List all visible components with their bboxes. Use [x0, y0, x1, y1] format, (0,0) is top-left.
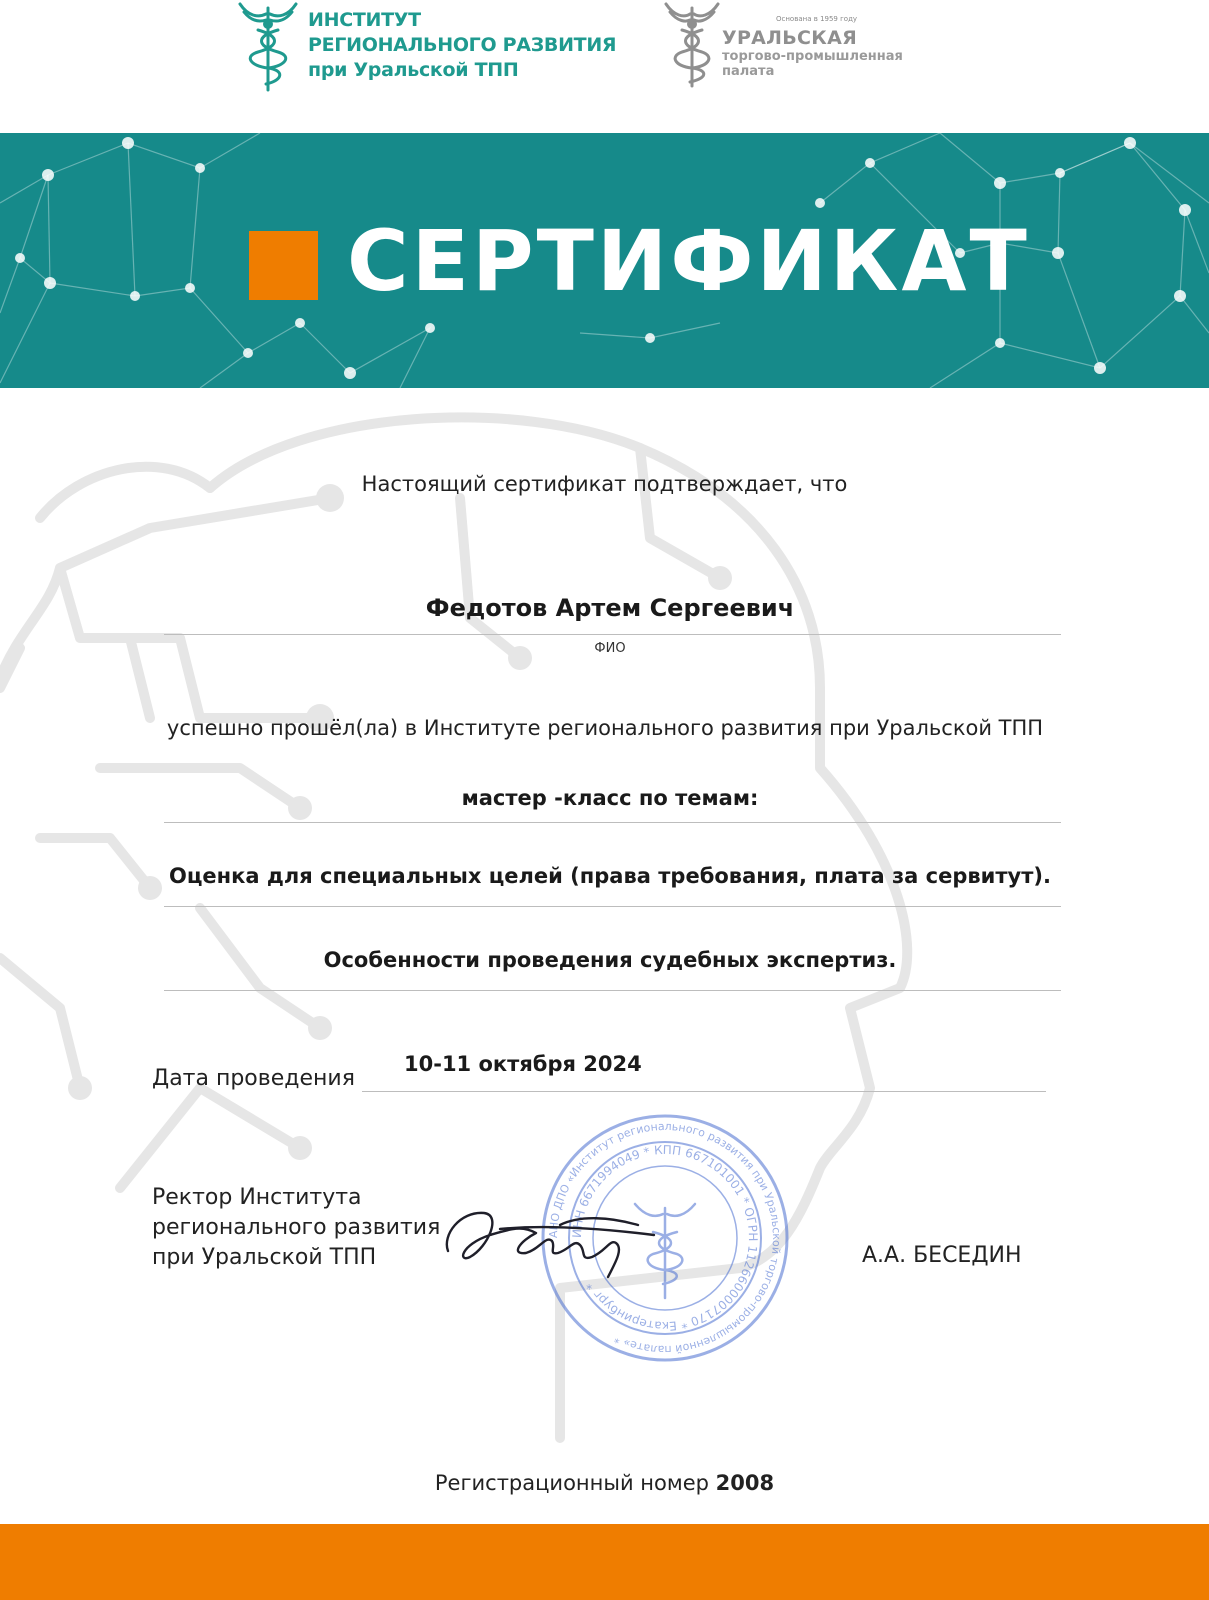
- institute-logo-line1: ИНСТИТУТ: [308, 9, 421, 31]
- course-topic: Оценка для специальных целей (права требования, плата за сервитут).: [169, 864, 1051, 888]
- rector-title-line: регионального развития: [152, 1215, 441, 1240]
- chamber-logo: [664, 0, 924, 96]
- rector-title-line: Ректор Института: [152, 1185, 362, 1210]
- certificate-title: СЕРТИФИКАТ: [347, 212, 1030, 310]
- institute-logo-line2: РЕГИОНАЛЬНОГО РАЗВИТИЯ: [308, 34, 617, 56]
- chamber-sub-line2: палата: [722, 64, 775, 79]
- signer-name: А.А. БЕСЕДИН: [862, 1243, 1022, 1268]
- footer-bar: [0, 1524, 1209, 1600]
- rector-title-line: при Уральской ТПП: [152, 1245, 377, 1270]
- completion-text: успешно прошёл(ла) в Институте регионального развития при Уральской ТПП: [166, 716, 1044, 740]
- topic-underline: [164, 990, 1061, 991]
- title-banner: [0, 133, 1209, 388]
- chamber-founded: Основана в 1959 году: [776, 15, 858, 23]
- institute-logo-line3: при Уральской ТПП: [308, 59, 519, 81]
- svg-text:АНО ДПО «Институт региональног: АНО ДПО «Институт регионального развития при Уральской торгово-промышленной палате» *: [546, 1119, 784, 1357]
- registration-number: 2008: [715, 1471, 775, 1495]
- person-name: Федотов Артем Сергеевич: [425, 594, 795, 622]
- svg-text:ИНН 6671994049 * КПП 667101001: ИНН 6671994049 * КПП 667101001 * ОГРН 1126600007170 * Екатеринбург *: [569, 1142, 761, 1334]
- banner-accent-square: [249, 231, 318, 300]
- caduceus-icon: [236, 0, 300, 96]
- course-type: мастер -класс по темам:: [461, 786, 759, 810]
- institute-logo: [236, 0, 617, 96]
- date-underline: [362, 1091, 1046, 1092]
- certificate-intro: Настоящий сертификат подтверждает, что: [361, 472, 848, 496]
- date-label: Дата проведения: [152, 1066, 355, 1091]
- rector-title: [152, 1183, 440, 1273]
- course-topic: Особенности проведения судебных экспертиз.: [323, 948, 897, 972]
- rector-signature: [440, 1195, 680, 1285]
- name-caption: ФИО: [594, 641, 626, 656]
- name-underline: [164, 634, 1061, 635]
- date-value: 10-11 октября 2024: [404, 1052, 642, 1076]
- chamber-sub-line1: торгово-промышленная: [722, 49, 903, 64]
- course-type-underline: [164, 822, 1061, 823]
- registration-label: Регистрационный номер: [434, 1471, 716, 1495]
- caduceus-icon: [664, 0, 720, 90]
- topic-underline: [164, 906, 1061, 907]
- registration-line: [0, 1471, 1209, 1495]
- chamber-name: УРАЛЬСКАЯ: [722, 27, 858, 49]
